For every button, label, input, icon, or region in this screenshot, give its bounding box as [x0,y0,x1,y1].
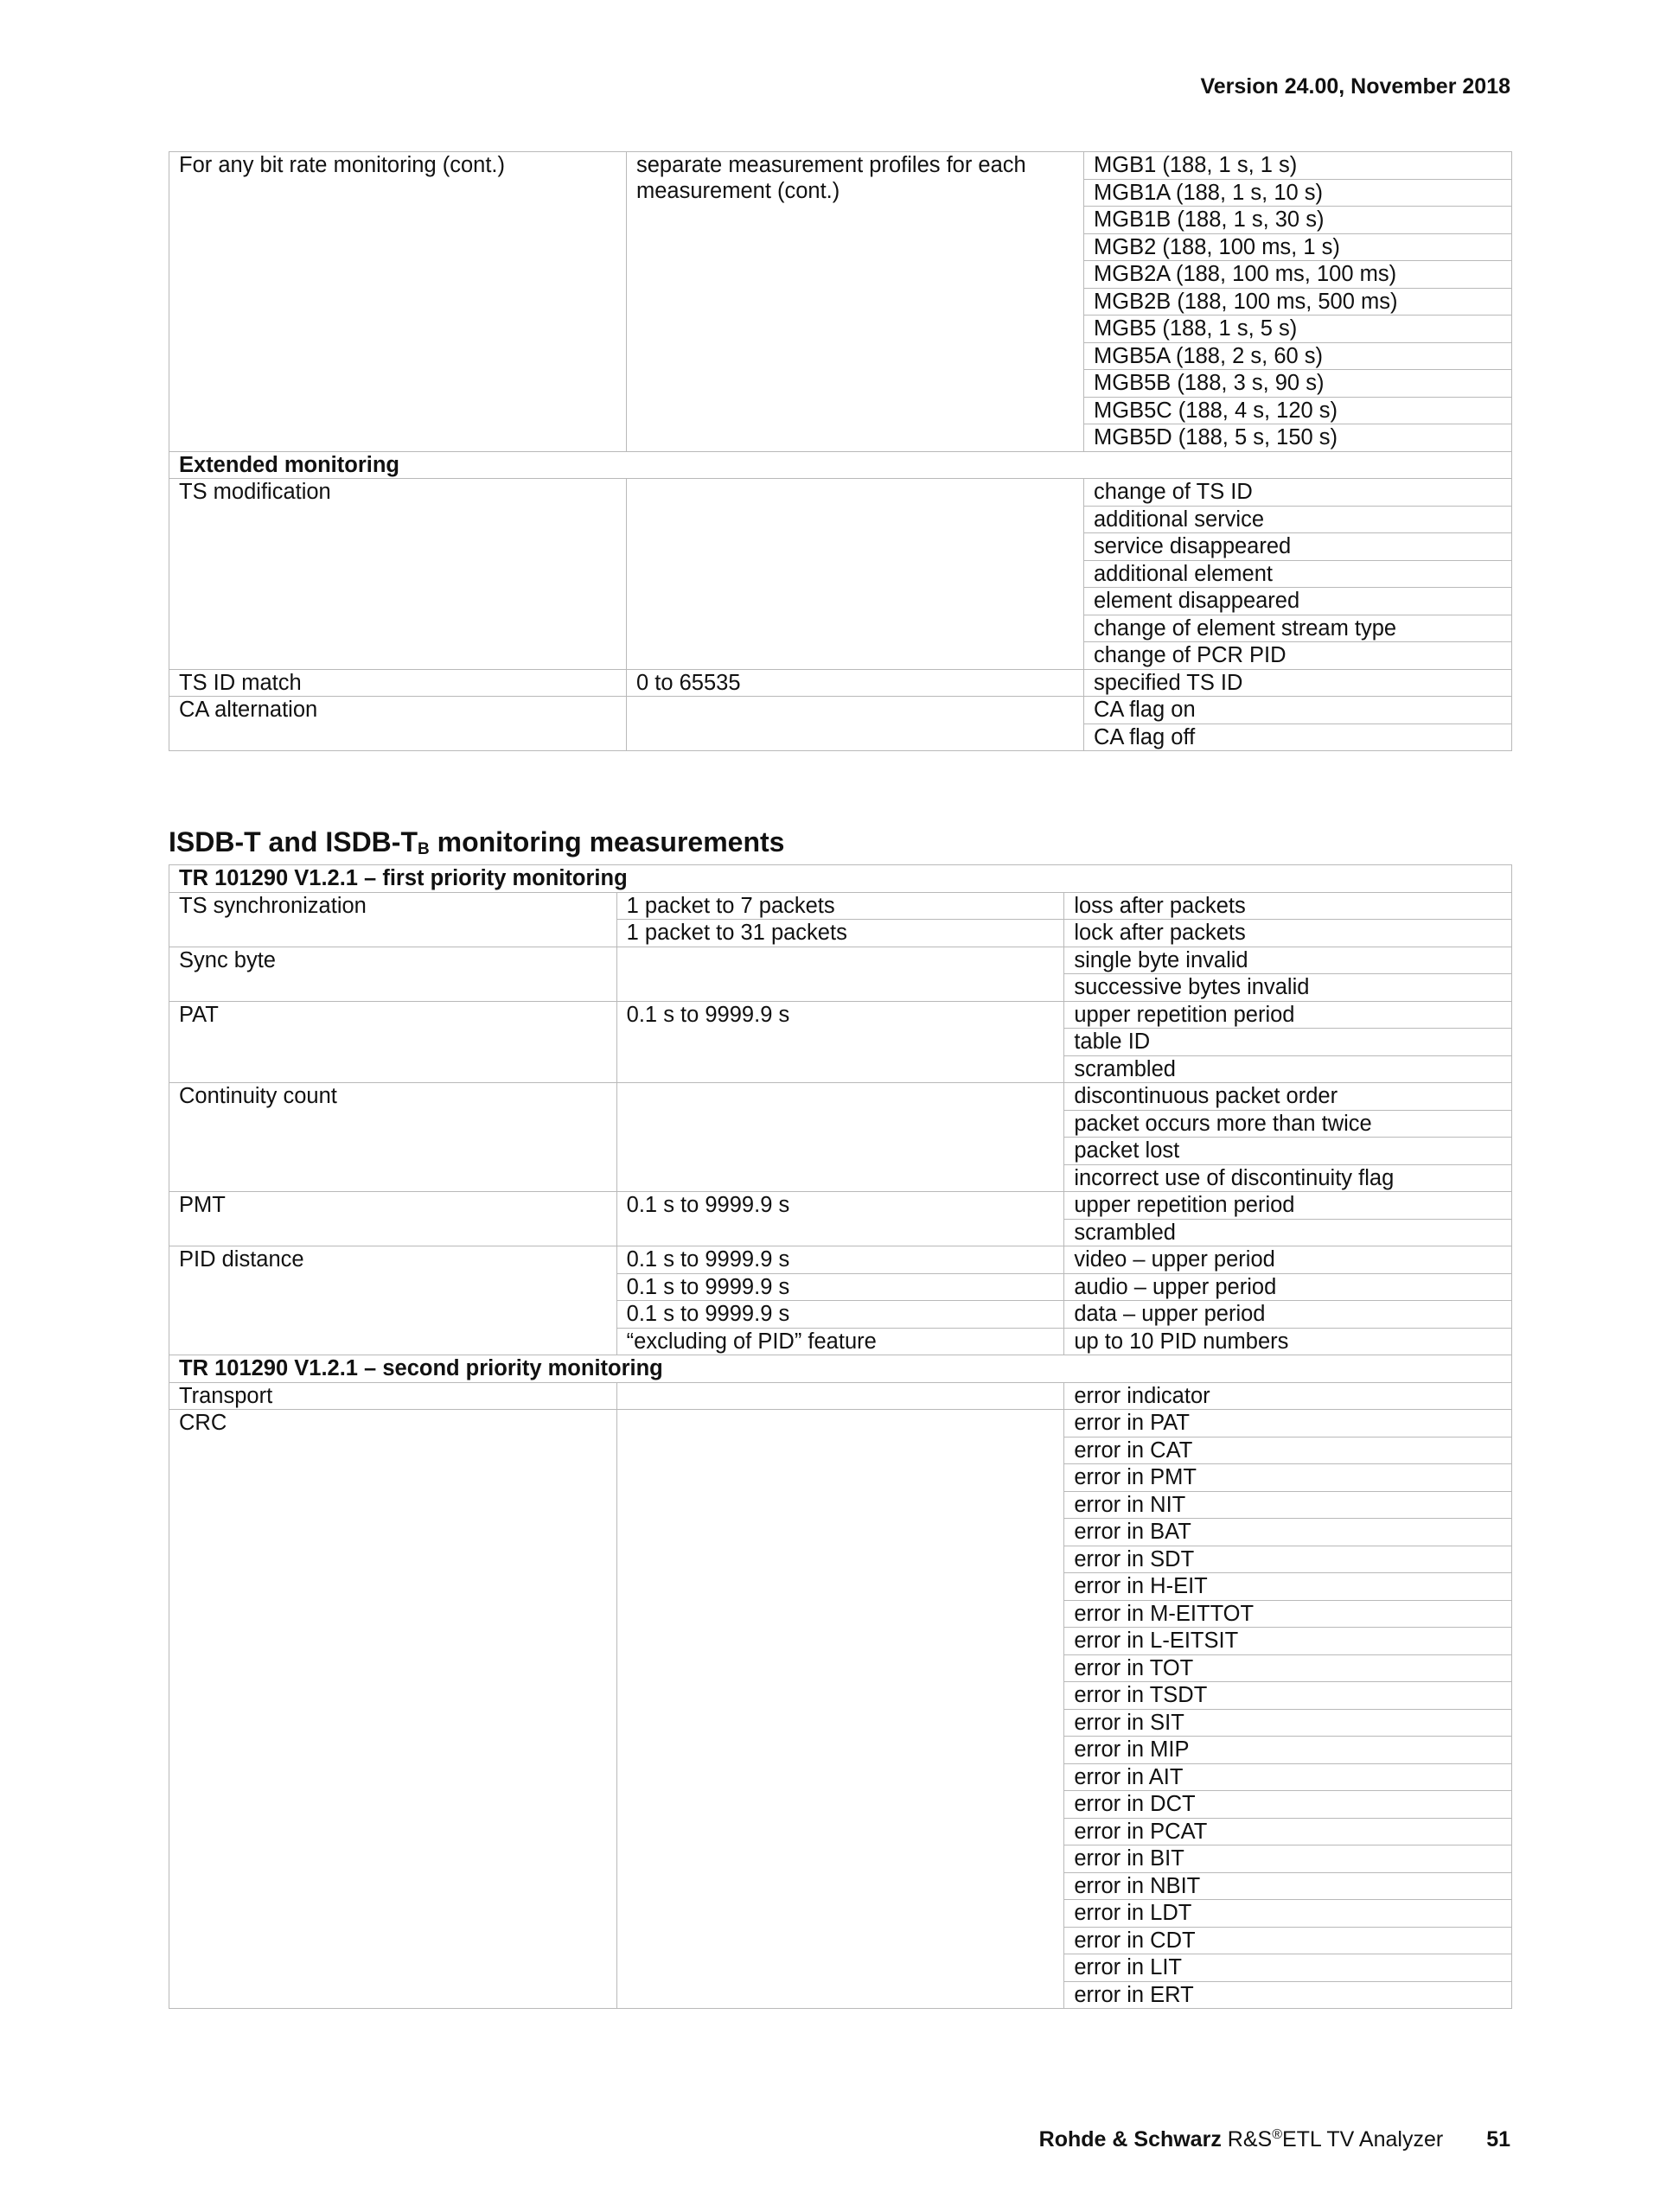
measurement-name: Continuity count [169,1083,617,1192]
page-footer [1039,2121,1510,2153]
measurement-item: error in NIT [1064,1491,1512,1519]
measurement-item: MGB5C (188, 4 s, 120 s) [1084,397,1512,424]
measurement-item: error in DCT [1064,1791,1512,1819]
measurement-item: error in LDT [1064,1900,1512,1928]
measurement-item: error in NBIT [1064,1872,1512,1900]
measurement-item: change of PCR PID [1084,642,1512,670]
measurement-name: CRC [169,1410,617,2009]
measurement-setting: 1 packet to 31 packets [616,920,1064,947]
table-row [169,152,1512,180]
measurement-item: CA flag off [1084,724,1512,751]
section-heading-second-priority: TR 101290 V1.2.1 – second priority monitoring [169,1355,1512,1383]
measurement-setting [616,1382,1064,1410]
measurement-name: Sync byte [169,947,617,1001]
measurement-item: error in BIT [1064,1845,1512,1873]
measurement-item: MGB2 (188, 100 ms, 1 s) [1084,233,1512,261]
measurement-item: MGB1B (188, 1 s, 30 s) [1084,207,1512,234]
section-row [169,865,1512,893]
section-heading-first-priority: TR 101290 V1.2.1 – first priority monitoring [169,865,1512,893]
measurement-item: table ID [1064,1029,1512,1056]
measurement-item: error in ERT [1064,1981,1512,2009]
measurement-name: TS ID match [169,669,627,697]
table-row [169,1192,1512,1220]
measurement-setting: 1 packet to 7 packets [616,892,1064,920]
registered-mark: ® [1272,2127,1282,2142]
measurement-name: TS synchronization [169,892,617,947]
section-heading-extended-monitoring: Extended monitoring [169,451,1512,479]
measurement-setting: 0 to 65535 [627,669,1084,697]
measurement-item: change of element stream type [1084,615,1512,642]
measurement-name: TS modification [169,479,627,670]
measurement-item: error indicator [1064,1382,1512,1410]
table-row [169,892,1512,920]
measurement-item: MGB2A (188, 100 ms, 100 ms) [1084,261,1512,289]
measurement-item: change of TS ID [1084,479,1512,507]
measurement-item: error in SIT [1064,1709,1512,1737]
page-number: 51 [1486,2127,1510,2151]
measurement-setting: 0.1 s to 9999.9 s [616,1192,1064,1246]
measurement-item: error in PCAT [1064,1818,1512,1845]
table-row [169,669,1512,697]
measurement-item: MGB5A (188, 2 s, 60 s) [1084,342,1512,370]
measurement-item: lock after packets [1064,920,1512,947]
table-row [169,947,1512,974]
measurement-item: MGB1 (188, 1 s, 1 s) [1084,152,1512,180]
measurement-setting: “excluding of PID” feature [616,1328,1064,1355]
measurement-item: single byte invalid [1064,947,1512,974]
measurement-item: error in TOT [1064,1654,1512,1682]
measurement-item: error in L-EITSIT [1064,1628,1512,1655]
measurement-item: specified TS ID [1084,669,1512,697]
measurement-setting [616,947,1064,1001]
measurement-setting: 0.1 s to 9999.9 s [616,1246,1064,1274]
measurement-item: incorrect use of discontinuity flag [1064,1164,1512,1192]
measurement-name: CA alternation [169,697,627,751]
measurement-setting: 0.1 s to 9999.9 s [616,1273,1064,1301]
section-title-isdb-t-monitoring: ISDB-T and ISDB-$T_B$ monitoring measurements [169,826,785,858]
section-row [169,1355,1512,1383]
measurement-setting: 0.1 s to 9999.9 s [616,1301,1064,1329]
measurement-item: packet lost [1064,1138,1512,1165]
measurement-item: scrambled [1064,1219,1512,1246]
measurement-item: service disappeared [1084,533,1512,561]
footer-brand: Rohde & Schwarz [1038,2127,1222,2151]
measurement-item: error in MIP [1064,1737,1512,1764]
measurement-item: additional element [1084,560,1512,588]
measurement-item: scrambled [1064,1055,1512,1083]
measurement-name: Transport [169,1382,617,1410]
measurement-item: audio – upper period [1064,1273,1512,1301]
measurement-setting: 0.1 s to 9999.9 s [616,1001,1064,1083]
measurement-item: discontinuous packet order [1064,1083,1512,1111]
measurement-item: up to 10 PID numbers [1064,1328,1512,1355]
measurement-item: video – upper period [1064,1246,1512,1274]
measurement-item: error in TSDT [1064,1682,1512,1710]
isdb-t-monitoring-table [169,864,1512,2009]
measurement-item: upper repetition period [1064,1192,1512,1220]
footer-product-name: ETL TV Analyzer [1281,2127,1444,2151]
measurement-item: packet occurs more than twice [1064,1110,1512,1138]
measurement-item: CA flag on [1084,697,1512,724]
measurement-item: data – upper period [1064,1301,1512,1329]
measurement-item: MGB5 (188, 1 s, 5 s) [1084,316,1512,343]
measurement-item: MGB1A (188, 1 s, 10 s) [1084,179,1512,207]
measurement-item: error in BAT [1064,1519,1512,1546]
measurement-name: PID distance [169,1246,617,1355]
measurement-name: PAT [169,1001,617,1083]
table-row [169,1410,1512,1437]
measurement-item: additional service [1084,506,1512,533]
measurement-setting: separate measurement profiles for each measurement (cont.) [627,152,1084,452]
table-row [169,1246,1512,1274]
table-row [169,697,1512,724]
measurement-item: upper repetition period [1064,1001,1512,1029]
measurement-setting [627,479,1084,670]
measurement-setting [627,697,1084,751]
measurement-item: error in PAT [1064,1410,1512,1437]
measurement-item: MGB5D (188, 5 s, 150 s) [1084,424,1512,452]
measurement-item: error in SDT [1064,1546,1512,1573]
measurement-item: MGB5B (188, 3 s, 90 s) [1084,370,1512,398]
measurement-item: successive bytes invalid [1064,974,1512,1002]
footer-product-prefix: R&S [1221,2127,1273,2151]
measurement-item: error in CAT [1064,1437,1512,1464]
measurement-item: error in M-EITTOT [1064,1600,1512,1628]
measurement-item: MGB2B (188, 100 ms, 500 ms) [1084,288,1512,316]
measurement-item: error in PMT [1064,1464,1512,1492]
measurement-item: error in LIT [1064,1954,1512,1982]
table-row [169,479,1512,507]
measurement-setting [616,1083,1064,1192]
table-row [169,1001,1512,1029]
measurement-item: error in AIT [1064,1763,1512,1791]
measurement-name: For any bit rate monitoring (cont.) [169,152,627,452]
measurement-name: PMT [169,1192,617,1246]
measurement-setting [616,1410,1064,2009]
document-version: Version 24.00, November 2018 [1200,74,1510,99]
bitrate-extended-monitoring-table [169,151,1512,751]
table-row [169,1083,1512,1111]
measurement-item: error in CDT [1064,1927,1512,1954]
table-row [169,1382,1512,1410]
measurement-item: element disappeared [1084,588,1512,615]
section-row [169,451,1512,479]
measurement-item: loss after packets [1064,892,1512,920]
measurement-item: error in H-EIT [1064,1573,1512,1601]
